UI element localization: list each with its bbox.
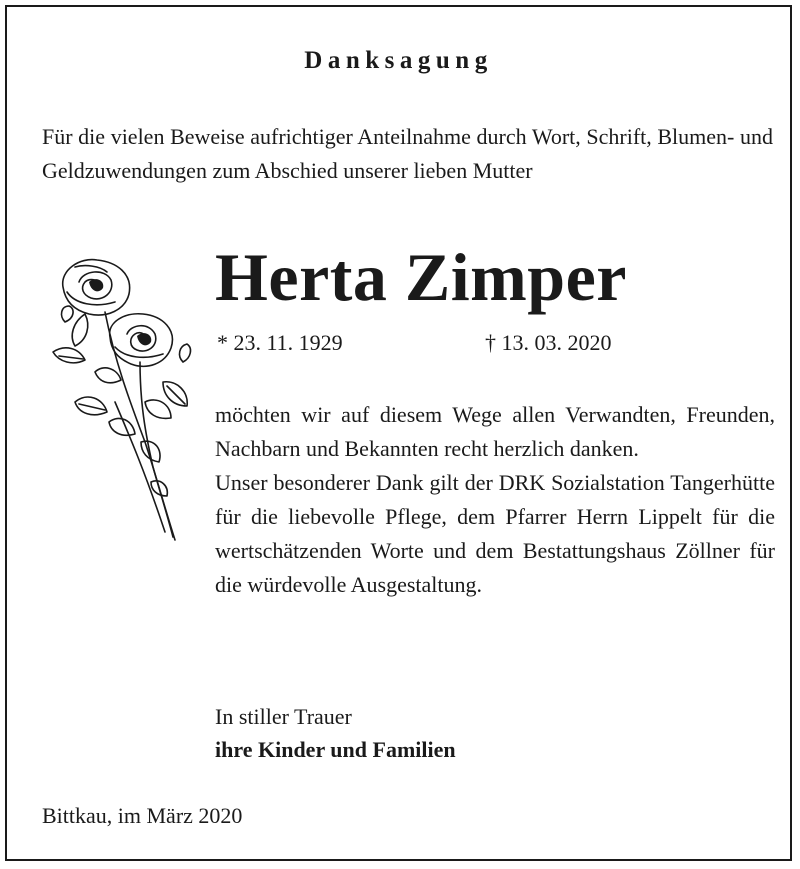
- special-thanks-paragraph: Unser besonderer Dank gilt der DRK Sozialstation Tangerhütte für die liebevolle Pflege, dem Pfarrer Herrn Lippelt für die wertschätzenden Worte und dem Bestattungshaus Zöllner für die würdevolle Ausgestaltung.: [215, 470, 775, 597]
- obituary-frame: [5, 5, 792, 861]
- notice-title: Danksagung: [304, 47, 493, 74]
- signature: ihre Kinder und Familien: [215, 737, 456, 762]
- thanks-paragraph: möchten wir auf diesem Wege allen Verwandten, Freunden, Nachbarn und Bekannten recht herzlich danken.: [215, 402, 775, 461]
- roses-icon: [45, 252, 195, 547]
- grief-line: In stiller Trauer: [215, 704, 352, 729]
- place-date: Bittkau, im März 2020: [42, 803, 243, 828]
- death-date: † 13. 03. 2020: [485, 330, 612, 355]
- birth-date: * 23. 11. 1929: [217, 330, 343, 355]
- deceased-name: Herta Zimper: [215, 239, 627, 315]
- thanks-body: [215, 398, 775, 602]
- intro-text: Für die vielen Beweise aufrichtiger Anteilnahme durch Wort, Schrift, Blumen- und Geldzuwendungen zum Abschied unserer lieben Mutter: [42, 124, 773, 183]
